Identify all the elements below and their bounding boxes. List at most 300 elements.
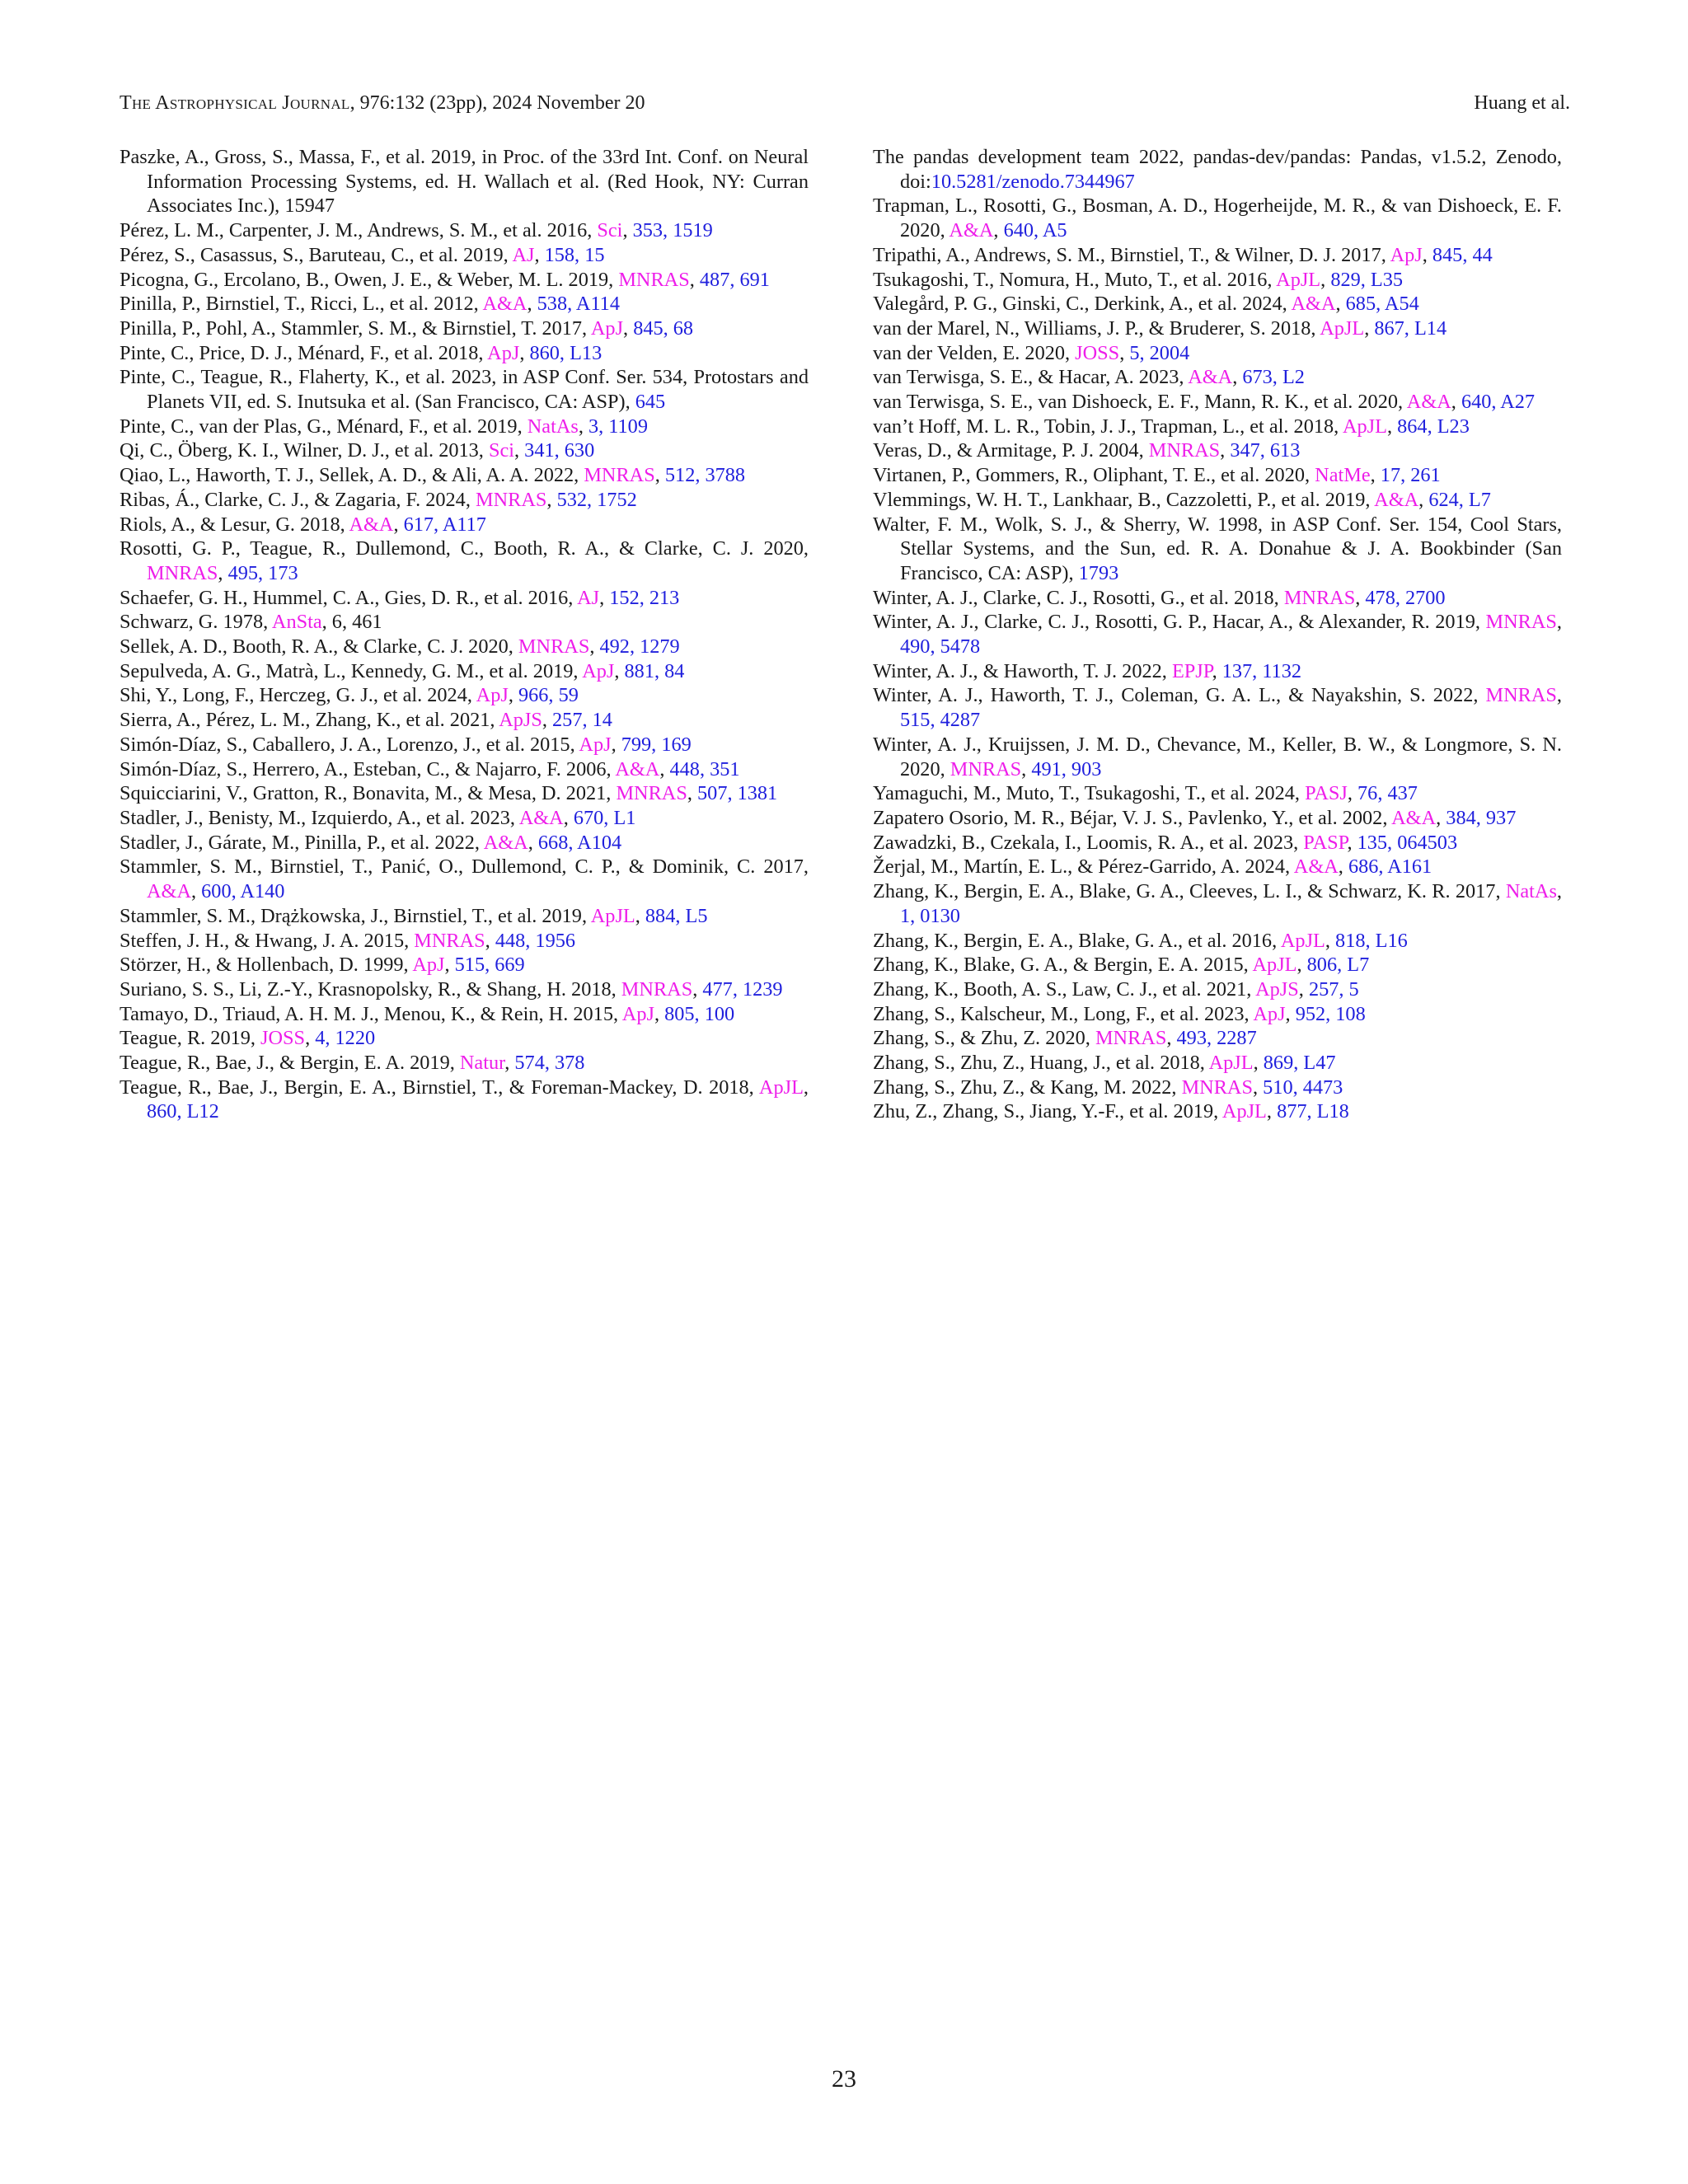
reference-entry bbox=[120, 463, 809, 488]
reference-text: van der Velden, E. 2020, bbox=[873, 341, 1076, 364]
reference-entry bbox=[873, 390, 1562, 415]
reference-text: , bbox=[1347, 782, 1358, 805]
journal-link[interactable]: Natur bbox=[459, 1052, 505, 1075]
journal-link[interactable]: ApJ bbox=[621, 1002, 654, 1025]
reference-text: , bbox=[654, 1002, 665, 1025]
reference-text: , bbox=[1166, 1027, 1177, 1050]
header-authors: Huang et al. bbox=[1474, 92, 1570, 114]
reference-text: Pérez, L. M., Carpenter, J. M., Andrews, S. M., et al. 2016, bbox=[120, 219, 598, 242]
reference-text: Suriano, S. S., Li, Z.-Y., Krasnopolsky, R., & Shang, H. 2018, bbox=[120, 977, 621, 1001]
journal-link[interactable]: A&A bbox=[147, 880, 191, 903]
reference-text: Pinilla, P., Pohl, A., Stammler, S. M., & Birnstiel, T. 2017, bbox=[120, 316, 591, 340]
reference-entry bbox=[873, 316, 1562, 341]
journal-link[interactable]: ApJL bbox=[1252, 954, 1297, 977]
volume-page-link[interactable]: 645 bbox=[635, 391, 666, 414]
reference-entry bbox=[120, 708, 809, 733]
reference-text: Schwarz, G. 1978, bbox=[120, 611, 272, 634]
reference-text: Rosotti, G. P., Teague, R., Dullemond, C., Booth, R. A., & Clarke, C. J. 2020, bbox=[120, 537, 809, 560]
volume-page-link[interactable]: 507, 1381 bbox=[697, 782, 778, 805]
volume-page-link[interactable]: 137, 1132 bbox=[1221, 659, 1302, 682]
journal-link[interactable]: A&A bbox=[482, 293, 528, 316]
reference-text: Zhang, K., Booth, A. S., Law, C. J., et al. 2021, bbox=[873, 977, 1256, 1001]
reference-text: Teague, R., Bae, J., Bergin, E. A., Birnstiel, T., & Foreman-Mackey, D. 2018, bbox=[120, 1076, 759, 1099]
reference-text: Sierra, A., Pérez, L. M., Zhang, K., et al. 2021, bbox=[120, 709, 499, 732]
journal-link[interactable]: ApJ bbox=[476, 684, 509, 707]
reference-text: Winter, A. J., & Haworth, T. J. 2022, bbox=[873, 659, 1172, 682]
reference-entry bbox=[873, 929, 1562, 954]
reference-text: , bbox=[623, 316, 634, 340]
volume-page-link[interactable]: 685, A54 bbox=[1345, 293, 1419, 316]
journal-link[interactable]: Sci bbox=[597, 219, 623, 242]
journal-link[interactable]: A&A bbox=[1291, 293, 1336, 316]
reference-text: Yamaguchi, M., Muto, T., Tsukagoshi, T., et al. 2024, bbox=[873, 782, 1306, 805]
reference-text: , bbox=[528, 831, 538, 854]
journal-link[interactable]: AJ bbox=[577, 586, 600, 609]
journal-link[interactable]: ApJL bbox=[1320, 316, 1365, 340]
journal-link[interactable]: MNRAS bbox=[618, 268, 690, 291]
journal-link[interactable]: A&A bbox=[949, 219, 994, 242]
reference-text: , bbox=[1325, 929, 1336, 952]
journal-link[interactable]: ApJL bbox=[1208, 1052, 1254, 1075]
reference-entry bbox=[120, 683, 809, 708]
reference-entry bbox=[873, 292, 1562, 316]
volume-page-link[interactable]: 4, 1220 bbox=[315, 1027, 376, 1050]
reference-text: , bbox=[563, 806, 574, 829]
reference-entry bbox=[120, 292, 809, 316]
volume-page-link[interactable]: 492, 1279 bbox=[599, 635, 680, 658]
volume-page-link[interactable]: 477, 1239 bbox=[702, 977, 783, 1001]
journal-link[interactable]: Sci bbox=[488, 439, 515, 462]
reference-text: , bbox=[589, 635, 600, 658]
reference-text: Zhang, K., Bergin, E. A., Blake, G. A., et al. 2016, bbox=[873, 929, 1281, 952]
reference-text: , bbox=[191, 880, 202, 903]
journal-link[interactable]: MNRAS bbox=[1485, 684, 1557, 707]
reference-entry bbox=[120, 218, 809, 243]
reference-entry bbox=[120, 268, 809, 293]
volume-page-link[interactable]: 600, A140 bbox=[201, 880, 285, 903]
reference-text: , bbox=[1386, 415, 1398, 438]
journal-link[interactable]: PASJ bbox=[1305, 782, 1348, 805]
reference-entry bbox=[120, 1076, 809, 1124]
reference-text: , bbox=[654, 464, 665, 487]
journal-link[interactable]: MNRAS bbox=[1181, 1076, 1253, 1099]
reference-entry bbox=[120, 929, 809, 954]
reference-text: Pérez, S., Casassus, S., Baruteau, C., et al. 2019, bbox=[120, 243, 513, 266]
reference-entry bbox=[873, 463, 1562, 488]
volume-page-link[interactable]: 478, 2700 bbox=[1365, 586, 1446, 609]
reference-text: , bbox=[519, 341, 530, 364]
reference-text: Pinte, C., Price, D. J., Ménard, F., et al. 2018, bbox=[120, 341, 488, 364]
volume-page-link[interactable]: 617, A117 bbox=[403, 513, 486, 536]
journal-link[interactable]: MNRAS bbox=[147, 561, 218, 584]
reference-entry bbox=[120, 659, 809, 684]
volume-page-link[interactable]: 384, 937 bbox=[1446, 806, 1517, 829]
journal-link[interactable]: ApJS bbox=[1255, 977, 1299, 1001]
journal-link[interactable]: PASP bbox=[1303, 831, 1348, 854]
reference-text: Zhang, K., Blake, G. A., & Bergin, E. A. 2015, bbox=[873, 954, 1253, 977]
reference-text: Zhang, S., Kalscheur, M., Long, F., et al. 2023, bbox=[873, 1002, 1254, 1025]
volume-page-link[interactable]: 17, 261 bbox=[1380, 464, 1441, 487]
reference-text: , bbox=[1253, 1052, 1264, 1075]
reference-entry bbox=[873, 1099, 1562, 1124]
reference-text: Winter, A. J., Haworth, T. J., Coleman, G. A. L., & Nayakshin, S. 2022, bbox=[873, 684, 1486, 707]
volume-page-link[interactable]: 487, 691 bbox=[699, 268, 770, 291]
volume-page-link[interactable]: 806, L7 bbox=[1306, 954, 1370, 977]
volume-page-link[interactable]: 845, 68 bbox=[633, 316, 694, 340]
reference-text: Stadler, J., Benisty, M., Izquierdo, A., et al. 2023, bbox=[120, 806, 519, 829]
journal-link[interactable]: A&A bbox=[518, 806, 564, 829]
reference-text: , bbox=[599, 586, 610, 609]
volume-page-link[interactable]: 845, 44 bbox=[1432, 243, 1493, 266]
reference-text: Pinte, C., van der Plas, G., Ménard, F., et al. 2019, bbox=[120, 415, 528, 438]
journal-link[interactable]: AnSta bbox=[271, 611, 322, 634]
reference-text: , bbox=[1296, 954, 1307, 977]
journal-link[interactable]: A&A bbox=[615, 757, 660, 780]
reference-text: , bbox=[635, 904, 645, 927]
reference-entry bbox=[873, 733, 1562, 781]
reference-text: , bbox=[1556, 684, 1562, 707]
reference-entry bbox=[873, 1051, 1562, 1076]
journal-link[interactable]: AJ bbox=[512, 243, 535, 266]
journal-link[interactable]: MNRAS bbox=[1148, 439, 1221, 462]
volume-page-link[interactable]: 867, L14 bbox=[1374, 316, 1447, 340]
reference-text: Pinilla, P., Birnstiel, T., Ricci, L., et al. 2012, bbox=[120, 293, 483, 316]
reference-text: Simón-Díaz, S., Herrero, A., Esteban, C., & Najarro, F. 2006, bbox=[120, 757, 616, 780]
volume-page-link[interactable]: 864, L23 bbox=[1397, 415, 1470, 438]
reference-text: Schaefer, G. H., Hummel, C. A., Gies, D. R., et al. 2016, bbox=[120, 586, 578, 609]
volume-page-link[interactable]: 5, 2004 bbox=[1129, 341, 1190, 364]
journal-link[interactable]: NatAs bbox=[527, 415, 579, 438]
volume-page-link[interactable]: 966, 59 bbox=[518, 684, 579, 707]
reference-text: , bbox=[305, 1027, 316, 1050]
reference-entry bbox=[873, 855, 1562, 879]
reference-text: , bbox=[485, 929, 495, 952]
volume-page-link[interactable]: 491, 903 bbox=[1031, 757, 1102, 780]
reference-text: , bbox=[578, 415, 588, 438]
reference-text: Simón-Díaz, S., Caballero, J. A., Lorenzo, J., et al. 2015, bbox=[120, 733, 579, 756]
volume-page-link[interactable]: 877, L18 bbox=[1277, 1100, 1349, 1123]
reference-entry bbox=[120, 806, 809, 831]
reference-text: Veras, D., & Armitage, P. J. 2004, bbox=[873, 439, 1149, 462]
volume-page-link[interactable]: 347, 613 bbox=[1230, 439, 1301, 462]
reference-text: , bbox=[1021, 757, 1032, 780]
reference-text: Teague, R., Bae, J., & Bergin, E. A. 2019, bbox=[120, 1052, 460, 1075]
volume-page-link[interactable]: 135, 064503 bbox=[1357, 831, 1458, 854]
journal-link[interactable]: MNRAS bbox=[621, 977, 693, 1001]
journal-link[interactable]: MNRAS bbox=[1095, 1027, 1167, 1050]
journal-link[interactable]: A&A bbox=[1374, 488, 1419, 511]
reference-text: Paszke, A., Gross, S., Massa, F., et al. 2019, in Proc. of the 33rd Int. Conf. on Neural Information Processing Systems, ed. H. Wallach et al. (Red Hook, NY: Curran Associates Inc.), 15947 bbox=[120, 146, 809, 218]
reference-text: van’t Hoff, M. L. R., Tobin, J. J., Trapman, L., et al. 2018, bbox=[873, 415, 1343, 438]
reference-entry bbox=[120, 1026, 809, 1051]
reference-text: , bbox=[444, 954, 455, 977]
journal-link[interactable]: ApJ bbox=[1390, 243, 1423, 266]
reference-entry bbox=[873, 488, 1562, 513]
reference-text: Shi, Y., Long, F., Herczeg, G. J., et al. 2024, bbox=[120, 684, 476, 707]
reference-text: , 6, 461 bbox=[321, 611, 382, 634]
volume-page-link[interactable]: 670, L1 bbox=[573, 806, 636, 829]
journal-link[interactable]: A&A bbox=[1188, 366, 1233, 389]
journal-link[interactable]: ApJL bbox=[758, 1076, 804, 1099]
references-right-column bbox=[873, 145, 1562, 1124]
reference-text: , bbox=[1335, 293, 1346, 316]
volume-page-link[interactable]: 158, 15 bbox=[544, 243, 605, 266]
reference-text: , bbox=[687, 782, 698, 805]
journal-link[interactable]: A&A bbox=[349, 513, 394, 536]
reference-entry bbox=[873, 194, 1562, 242]
journal-link[interactable]: NatAs bbox=[1505, 880, 1557, 903]
reference-entry bbox=[873, 341, 1562, 366]
reference-text: , bbox=[1556, 611, 1562, 634]
journal-link[interactable]: A&A bbox=[1391, 806, 1437, 829]
reference-entry bbox=[873, 1076, 1562, 1100]
reference-entry bbox=[873, 879, 1562, 928]
volume-page-link[interactable]: 1, 0130 bbox=[900, 904, 960, 927]
page-number: 23 bbox=[832, 2065, 856, 2093]
volume-page-link[interactable]: 341, 630 bbox=[524, 439, 595, 462]
volume-page-link[interactable]: 799, 169 bbox=[621, 733, 692, 756]
reference-text: Picogna, G., Ercolano, B., Owen, J. E., & Weber, M. L. 2019, bbox=[120, 268, 619, 291]
reference-text: van der Marel, N., Williams, J. P., & Bruderer, S. 2018, bbox=[873, 316, 1320, 340]
volume-page-link[interactable]: 490, 5478 bbox=[900, 635, 981, 658]
volume-page-link[interactable]: 818, L16 bbox=[1335, 929, 1408, 952]
reference-text: Qiao, L., Haworth, T. J., Sellek, A. D., & Ali, A. A. 2022, bbox=[120, 464, 584, 487]
reference-text: Stammler, S. M., Birnstiel, T., Panić, O., Dullemond, C. P., & Dominik, C. 2017, bbox=[120, 855, 809, 879]
reference-text: , bbox=[622, 219, 633, 242]
reference-entry bbox=[120, 953, 809, 977]
journal-link[interactable]: ApJS bbox=[499, 709, 542, 732]
citation-info: , 976:132 (23pp), 2024 November 20 bbox=[349, 92, 645, 114]
reference-entry bbox=[120, 316, 809, 341]
reference-entry bbox=[873, 586, 1562, 611]
reference-text: Qi, C., Öberg, K. I., Wilner, D. J., et al. 2013, bbox=[120, 439, 489, 462]
reference-text: Zhang, K., Bergin, E. A., Blake, G. A., Cleeves, L. I., & Schwarz, K. R. 2017, bbox=[873, 880, 1506, 903]
reference-entry bbox=[873, 953, 1562, 977]
journal-link[interactable]: ApJ bbox=[590, 316, 624, 340]
journal-link[interactable]: A&A bbox=[483, 831, 528, 854]
volume-page-link[interactable]: 448, 351 bbox=[669, 757, 740, 780]
reference-text: , bbox=[218, 561, 228, 584]
reference-entry bbox=[120, 1051, 809, 1076]
reference-entry bbox=[120, 781, 809, 806]
journal-link[interactable]: NatMe bbox=[1315, 464, 1371, 487]
reference-entry bbox=[873, 610, 1562, 658]
journal-link[interactable]: A&A bbox=[1406, 391, 1451, 414]
reference-entry bbox=[120, 365, 809, 414]
reference-entry bbox=[873, 438, 1562, 463]
volume-page-link[interactable]: 532, 1752 bbox=[556, 488, 637, 511]
reference-text: , bbox=[692, 977, 703, 1001]
reference-text: , bbox=[546, 488, 557, 511]
reference-text: , bbox=[993, 219, 1004, 242]
volume-page-link[interactable]: 152, 213 bbox=[609, 586, 680, 609]
reference-text: Riols, A., & Lesur, G. 2018, bbox=[120, 513, 349, 536]
reference-text: Squicciarini, V., Gratton, R., Bonavita, M., & Mesa, D. 2021, bbox=[120, 782, 617, 805]
volume-page-link[interactable]: 805, 100 bbox=[664, 1002, 735, 1025]
journal-link[interactable]: JOSS bbox=[1075, 341, 1120, 364]
reference-text: Vlemmings, W. H. T., Lankhaar, B., Cazzoletti, P., et al. 2019, bbox=[873, 488, 1375, 511]
volume-page-link[interactable]: 510, 4473 bbox=[1263, 1076, 1343, 1099]
journal-link[interactable]: ApJ bbox=[582, 659, 615, 682]
reference-text: Walter, F. M., Wolk, S. J., & Sherry, W. 1998, in ASP Conf. Ser. 154, Cool Stars, Stellar Systems, and the Sun, ed. R. A. Donahue & J. A. Bookbinder (San Francisco, CA: ASP), bbox=[873, 513, 1562, 584]
reference-text: Sellek, A. D., Booth, R. A., & Clarke, C. J. 2020, bbox=[120, 635, 518, 658]
journal-citation bbox=[120, 92, 645, 115]
reference-entry bbox=[120, 586, 809, 611]
journal-link[interactable]: ApJ bbox=[412, 954, 445, 977]
reference-entry bbox=[873, 415, 1562, 439]
reference-text: , bbox=[1370, 464, 1381, 487]
reference-text: van Terwisga, S. E., & Hacar, A. 2023, bbox=[873, 366, 1189, 389]
reference-text: Sepulveda, A. G., Matrà, L., Kennedy, G. M., et al. 2019, bbox=[120, 659, 583, 682]
reference-entry bbox=[120, 145, 809, 218]
reference-text: , bbox=[534, 243, 545, 266]
volume-page-link[interactable]: 515, 669 bbox=[454, 954, 525, 977]
journal-name[interactable]: The Astrophysical Journal bbox=[120, 92, 350, 114]
volume-page-link[interactable]: 10.5281/zenodo.7344967 bbox=[931, 170, 1135, 193]
journal-link[interactable]: MNRAS bbox=[518, 635, 590, 658]
journal-link[interactable]: ApJL bbox=[1280, 929, 1325, 952]
reference-text: , bbox=[614, 659, 625, 682]
reference-text: , bbox=[1252, 1076, 1264, 1099]
reference-text: Zhang, S., Zhu, Z., Huang, J., et al. 2018, bbox=[873, 1052, 1209, 1075]
reference-text: Tripathi, A., Andrews, S. M., Birnstiel, T., & Wilner, D. J. 2017, bbox=[873, 243, 1390, 266]
volume-page-link[interactable]: 881, 84 bbox=[624, 659, 685, 682]
reference-entry bbox=[873, 977, 1562, 1002]
reference-text: , bbox=[1364, 316, 1375, 340]
reference-entry bbox=[120, 855, 809, 903]
volume-page-link[interactable]: 624, L7 bbox=[1428, 488, 1491, 511]
reference-text: , bbox=[1418, 488, 1429, 511]
reference-text: , bbox=[611, 733, 621, 756]
reference-text: Zhu, Z., Zhang, S., Jiang, Y.-F., et al. 2019, bbox=[873, 1100, 1222, 1123]
volume-page-link[interactable]: 515, 4287 bbox=[900, 709, 981, 732]
reference-text: , bbox=[504, 1052, 515, 1075]
reference-text: , bbox=[527, 293, 537, 316]
journal-link[interactable]: ApJ bbox=[1253, 1002, 1286, 1025]
volume-page-link[interactable]: 257, 14 bbox=[552, 709, 612, 732]
journal-link[interactable]: MNRAS bbox=[584, 464, 655, 487]
volume-page-link[interactable]: 493, 2287 bbox=[1176, 1027, 1257, 1050]
reference-entry bbox=[120, 341, 809, 366]
reference-text: Trapman, L., Rosotti, G., Bosman, A. D., Hogerheijde, M. R., & van Dishoeck, E. F. 2020, bbox=[873, 194, 1562, 242]
journal-link[interactable]: ApJL bbox=[590, 904, 635, 927]
volume-page-link[interactable]: 538, A114 bbox=[537, 293, 620, 316]
reference-text: , bbox=[1212, 659, 1222, 682]
volume-page-link[interactable]: 512, 3788 bbox=[664, 464, 746, 487]
reference-text: , bbox=[1232, 366, 1243, 389]
journal-link[interactable]: MNRAS bbox=[616, 782, 687, 805]
volume-page-link[interactable]: 640, A5 bbox=[1003, 219, 1067, 242]
reference-text: Steffen, J. H., & Hwang, J. A. 2015, bbox=[120, 929, 415, 952]
volume-page-link[interactable]: 257, 5 bbox=[1308, 977, 1359, 1001]
reference-text: , bbox=[542, 709, 553, 732]
reference-text: , bbox=[1285, 1002, 1296, 1025]
volume-page-link[interactable]: 574, 378 bbox=[514, 1052, 585, 1075]
journal-link[interactable]: MNRAS bbox=[950, 757, 1022, 780]
volume-page-link[interactable]: 884, L5 bbox=[645, 904, 708, 927]
reference-entry bbox=[120, 513, 809, 537]
volume-page-link[interactable]: 686, A161 bbox=[1348, 855, 1432, 879]
reference-text: , bbox=[508, 684, 518, 707]
volume-page-link[interactable]: 495, 173 bbox=[227, 561, 298, 584]
journal-link[interactable]: MNRAS bbox=[414, 929, 485, 952]
reference-text: Žerjal, M., Martín, E. L., & Pérez-Garrido, A. 2024, bbox=[873, 855, 1294, 879]
reference-entry bbox=[120, 243, 809, 268]
journal-link[interactable]: ApJL bbox=[1342, 415, 1387, 438]
volume-page-link[interactable]: 860, L12 bbox=[147, 1100, 219, 1123]
journal-link[interactable]: ApJ bbox=[487, 341, 520, 364]
volume-page-link[interactable]: 952, 108 bbox=[1295, 1002, 1366, 1025]
journal-link[interactable]: EPJP bbox=[1171, 659, 1212, 682]
volume-page-link[interactable]: 860, L13 bbox=[529, 341, 603, 364]
volume-page-link[interactable]: 448, 1956 bbox=[495, 929, 576, 952]
reference-text: van Terwisga, S. E., van Dishoeck, E. F., Mann, R. K., et al. 2020, bbox=[873, 391, 1407, 414]
reference-text: , bbox=[1451, 391, 1461, 414]
volume-page-link[interactable]: 668, A104 bbox=[537, 831, 622, 854]
reference-entry bbox=[120, 537, 809, 585]
reference-entry bbox=[120, 1002, 809, 1027]
reference-entry bbox=[873, 831, 1562, 855]
reference-text: Tsukagoshi, T., Nomura, H., Muto, T., et al. 2016, bbox=[873, 268, 1277, 291]
journal-link[interactable]: JOSS bbox=[260, 1027, 306, 1050]
journal-link[interactable]: ApJ bbox=[579, 733, 612, 756]
reference-text: , bbox=[689, 268, 700, 291]
reference-text: , bbox=[514, 439, 525, 462]
journal-link[interactable]: MNRAS bbox=[1485, 611, 1557, 634]
reference-text: Winter, A. J., Kruijssen, J. M. D., Chevance, M., Keller, B. W., & Longmore, S. N. 2020, bbox=[873, 733, 1562, 780]
volume-page-link[interactable]: 869, L47 bbox=[1263, 1052, 1336, 1075]
reference-entry bbox=[873, 365, 1562, 390]
reference-text: , bbox=[1338, 855, 1348, 879]
reference-entry bbox=[120, 757, 809, 782]
reference-text: Virtanen, P., Gommers, R., Oliphant, T. E., et al. 2020, bbox=[873, 464, 1315, 487]
reference-text: Ribas, Á., Clarke, C. J., & Zagaria, F. 2024, bbox=[120, 488, 476, 511]
journal-link[interactable]: MNRAS bbox=[475, 488, 547, 511]
reference-entry bbox=[120, 415, 809, 439]
reference-text: , bbox=[1298, 977, 1309, 1001]
reference-text: , bbox=[1355, 586, 1366, 609]
reference-text: Tamayo, D., Triaud, A. H. M. J., Menou, K., & Rein, H. 2015, bbox=[120, 1002, 622, 1025]
volume-page-link[interactable]: 640, A27 bbox=[1461, 391, 1536, 414]
reference-text: Zhang, S., Zhu, Z., & Kang, M. 2022, bbox=[873, 1076, 1182, 1099]
reference-text: Stammler, S. M., Drążkowska, J., Birnstiel, T., et al. 2019, bbox=[120, 904, 591, 927]
journal-link[interactable]: ApJL bbox=[1221, 1100, 1267, 1123]
reference-text: The pandas development team 2022, pandas-dev/pandas: Pandas, v1.5.2, Zenodo, doi: bbox=[873, 146, 1562, 193]
volume-page-link[interactable]: 1793 bbox=[1078, 561, 1119, 584]
journal-link[interactable]: ApJL bbox=[1276, 268, 1321, 291]
reference-text: Zawadzki, B., Czekala, I., Loomis, R. A., et al. 2023, bbox=[873, 831, 1304, 854]
journal-link[interactable]: MNRAS bbox=[1283, 586, 1356, 609]
reference-entry bbox=[873, 513, 1562, 586]
reference-text: , bbox=[659, 757, 670, 780]
reference-entry bbox=[873, 659, 1562, 684]
journal-link[interactable]: A&A bbox=[1293, 855, 1339, 879]
volume-page-link[interactable]: 76, 437 bbox=[1357, 782, 1418, 805]
volume-page-link[interactable]: 3, 1109 bbox=[588, 415, 648, 438]
volume-page-link[interactable]: 353, 1519 bbox=[632, 219, 713, 242]
reference-text: , bbox=[1422, 243, 1432, 266]
reference-entry bbox=[873, 806, 1562, 831]
reference-text: Pinte, C., Teague, R., Flaherty, K., et al. 2023, in ASP Conf. Ser. 534, Protostars and Planets VII, ed. S. Inutsuka et al. (San Francisco, CA: ASP), bbox=[120, 366, 809, 414]
reference-entry bbox=[873, 1026, 1562, 1051]
reference-entry bbox=[873, 683, 1562, 732]
volume-page-link[interactable]: 829, L35 bbox=[1330, 268, 1404, 291]
reference-text: , bbox=[803, 1076, 809, 1099]
reference-entry bbox=[120, 610, 809, 635]
volume-page-link[interactable]: 673, L2 bbox=[1242, 366, 1305, 389]
reference-entry bbox=[873, 145, 1562, 194]
reference-entry bbox=[120, 904, 809, 929]
